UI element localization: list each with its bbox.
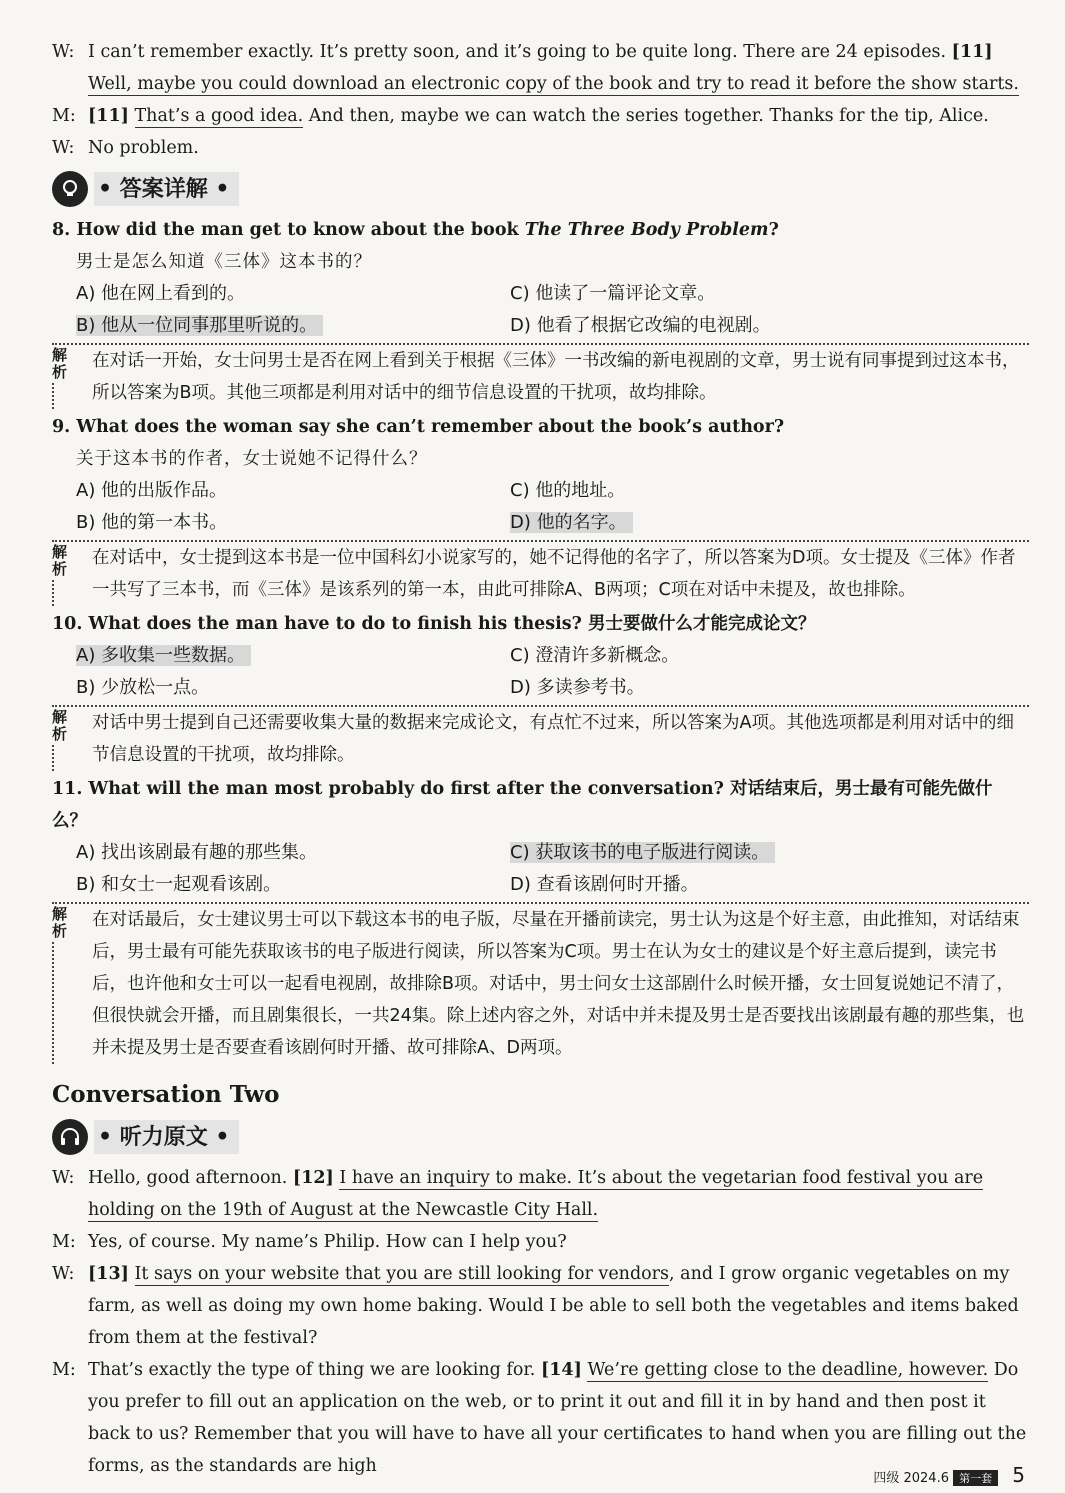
text-segment: The Three Body Problem — [524, 220, 769, 240]
option — [76, 672, 510, 704]
dialogue-line — [52, 1162, 1027, 1226]
conversation-two-title: Conversation Two — [52, 1081, 280, 1108]
dialogue-line — [52, 1258, 1027, 1354]
option — [510, 278, 1010, 310]
headphones-icon — [52, 1119, 88, 1155]
analysis-label — [52, 347, 72, 381]
option-text: B) 他的第一本书。 — [76, 512, 228, 533]
answers-section-header — [52, 168, 1065, 212]
analysis-label-text: 解析 — [52, 543, 68, 578]
question-chinese: 男士是怎么知道《三体》这本书的？ — [76, 252, 372, 272]
question-number: 11. — [52, 779, 83, 799]
option-text: D) 多读参考书。 — [510, 677, 645, 698]
options-grid — [76, 837, 1026, 901]
text-segment: No problem. — [88, 138, 199, 158]
option — [76, 869, 510, 901]
option — [510, 507, 1010, 539]
dialogue-text — [88, 100, 1027, 132]
text-segment: It says on your website that you are still looking for vendors — [134, 1264, 670, 1284]
analysis-label-text: 解析 — [52, 346, 68, 381]
question-number: 10. — [52, 614, 83, 634]
speaker-label: M: — [52, 1232, 76, 1252]
question-stem — [52, 411, 1027, 443]
text-segment: How did the man get to know about the book — [76, 220, 525, 240]
footer-issue: 四级 2024.6 — [873, 1471, 949, 1486]
option — [510, 837, 1010, 869]
option-text: D) 他看了根据它改编的电视剧。 — [510, 315, 771, 336]
transcript-section-header — [52, 1116, 1065, 1160]
speaker-label: W: — [52, 138, 75, 158]
speaker-label: M: — [52, 106, 76, 126]
options-grid — [76, 475, 1026, 539]
option — [510, 672, 1010, 704]
text-segment — [129, 1264, 135, 1284]
options-grid — [76, 640, 1026, 704]
option — [510, 475, 1010, 507]
analysis-label — [52, 906, 72, 940]
text-segment: We’re getting close to the deadline, however. — [587, 1360, 989, 1380]
transcript-header-title: • 听力原文 • — [94, 1120, 239, 1154]
option-text: B) 他从一位同事那里听说的。 — [76, 315, 323, 336]
text-segment: And then, maybe we can watch the series together. Thanks for the tip, Alice. — [303, 106, 989, 126]
page-number: 5 — [1012, 1463, 1025, 1487]
option — [76, 507, 510, 539]
option — [76, 475, 510, 507]
option-text: C) 澄清许多新概念。 — [510, 645, 680, 666]
text-segment: What does the woman say she can’t remember about the book’s author? — [76, 417, 785, 437]
option-text: D) 查看该剧何时开播。 — [510, 874, 699, 895]
dialogue-line — [52, 1226, 1027, 1258]
footer-set-badge: 第一套 — [953, 1470, 998, 1486]
analysis-text: 对话中男士提到自己还需要收集大量的数据来完成论文，有点忙不过来，所以答案为A项。其他选项都是利用对话中的细节信息设置的干扰项，故均排除。 — [92, 713, 1014, 765]
question-stem — [52, 773, 1027, 837]
speaker-label: W: — [52, 42, 75, 62]
option-text: A) 他在网上看到的。 — [76, 283, 246, 304]
conversation-two-transcript — [0, 1162, 1065, 1482]
text-segment: That’s exactly the type of thing we are looking for. — [88, 1360, 541, 1380]
option-text: A) 找出该剧最有趣的那些集。 — [76, 842, 318, 863]
analysis-label — [52, 544, 72, 578]
text-segment: What does the man have to do to finish his thesis? — [88, 614, 589, 634]
text-segment: Well, maybe you could download an electronic copy of the book and try to read it before the show starts. — [88, 74, 1019, 94]
text-segment: Yes, of course. My name’s Philip. How can I help you? — [88, 1232, 567, 1252]
dialogue-top — [0, 36, 1065, 164]
text-segment: What will the man most probably do first after the conversation? — [88, 779, 730, 799]
analysis-box — [52, 705, 1029, 771]
dialogue-line — [52, 132, 1027, 164]
question-chinese: 男士要做什么才能完成论文？ — [588, 614, 816, 634]
question-stem — [52, 608, 1027, 640]
text-segment: [11] — [88, 106, 129, 126]
dialogue-line — [52, 100, 1027, 132]
option-text: B) 和女士一起观看该剧。 — [76, 874, 282, 895]
analysis-text: 在对话最后，女士建议男士可以下载这本书的电子版，尽量在开播前读完，男士认为这是个好主意，由此推知，对话结束后，男士最有可能先获取该书的电子版进行阅读，所以答案为C项。男士在认为女士的建议是个好主意后提到，读完书后，也许他和女士可以一起看电视剧，故排除B项。对话中，男士问女士这部剧什么时候开播，女士回复说她记不清了，但很快就会开播，而且剧集很长，一共24集。除上述内容之外，对话中并未提及男士是否要找出该剧最有趣的那些集，也并未提及男士是否要查看该剧何时开播、故可排除A、D两项。 — [92, 910, 1025, 1058]
option-text: A) 他的出版作品。 — [76, 480, 228, 501]
text-segment: [11] — [951, 42, 993, 62]
option — [76, 837, 510, 869]
lightbulb-icon — [52, 171, 88, 207]
option — [510, 640, 1010, 672]
option-text: A) 多收集一些数据。 — [76, 645, 251, 666]
analysis-box — [52, 343, 1029, 409]
speaker-label: W: — [52, 1264, 75, 1284]
text-segment: ? — [768, 220, 779, 240]
analysis-label-text: 解析 — [52, 905, 68, 940]
text-segment: Hello, good afternoon. — [88, 1168, 293, 1188]
option — [510, 310, 1010, 342]
text-segment: Do you prefer to fill out an application on the web, or to print it out and fill it in by hand and then post it back to us? Remember that you will have to have all your certificates to hand when you are filling out the forms, as the standards are high — [88, 1360, 1027, 1476]
question-number: 8. — [52, 220, 71, 240]
dialogue-line — [52, 36, 1027, 100]
text-segment: , and I grow organic vegetables on my farm, as well as doing my own home baking. Would I be able to sell both the vegetables and items baked from them at the festival? — [88, 1264, 1019, 1348]
options-grid — [76, 278, 1026, 342]
analysis-label-text: 解析 — [52, 708, 68, 743]
option — [76, 310, 510, 342]
option-text: D) 他的名字。 — [510, 512, 633, 533]
text-segment: [13] — [88, 1264, 129, 1284]
speaker-label: M: — [52, 1360, 76, 1380]
dialogue-text — [88, 1162, 1027, 1226]
analysis-text: 在对话中，女士提到这本书是一位中国科幻小说家写的，她不记得他的名字了，所以答案为D项。女士提及《三体》作者一共写了三本书，而《三体》是该系列的第一本，由此可排除A、B两项；C项在对话中未提及，故也排除。 — [92, 548, 1016, 600]
option — [76, 278, 510, 310]
option — [510, 869, 1010, 901]
answers-header-title: • 答案详解 • — [94, 172, 239, 206]
questions-list — [0, 214, 1065, 1064]
analysis-text: 在对话一开始，女士问男士是否在网上看到关于根据《三体》一书改编的新电视剧的文章，男士说有同事提到过这本书，所以答案为B项。其他三项都是利用对话中的细节信息设置的干扰项，故均排除。 — [92, 351, 1020, 403]
option-text: B) 少放松一点。 — [76, 677, 210, 698]
dialogue-text — [88, 36, 1027, 100]
analysis-box — [52, 540, 1029, 606]
analysis-label — [52, 709, 72, 743]
text-segment — [129, 106, 135, 126]
page-footer — [873, 1463, 1025, 1487]
option-text: C) 他的地址。 — [510, 480, 626, 501]
option-text: C) 获取该书的电子版进行阅读。 — [510, 842, 775, 863]
dialogue-text — [88, 132, 1027, 164]
dialogue-text — [88, 1226, 1027, 1258]
question-stem — [52, 214, 1027, 246]
text-segment: [12] — [292, 1168, 334, 1188]
analysis-box — [52, 902, 1029, 1064]
question-chinese: 对话结束后，男士最有可能先做什么？ — [52, 779, 993, 831]
option — [76, 640, 510, 672]
option-text: C) 他读了一篇评论文章。 — [510, 283, 716, 304]
question-chinese: 关于这本书的作者，女士说她不记得什么？ — [76, 449, 428, 469]
speaker-label: W: — [52, 1168, 75, 1188]
text-segment: That’s a good idea. — [134, 106, 304, 126]
text-segment: [14] — [540, 1360, 582, 1380]
text-segment: I have an inquiry to make. It’s about the vegetarian food festival you are holding on the 19th of August at the Newcastle City Hall. — [88, 1168, 984, 1220]
dialogue-text — [88, 1258, 1027, 1354]
question-number: 9. — [52, 417, 71, 437]
text-segment: I can’t remember exactly. It’s pretty soon, and it’s going to be quite long. There are 24 episodes. — [88, 42, 952, 62]
